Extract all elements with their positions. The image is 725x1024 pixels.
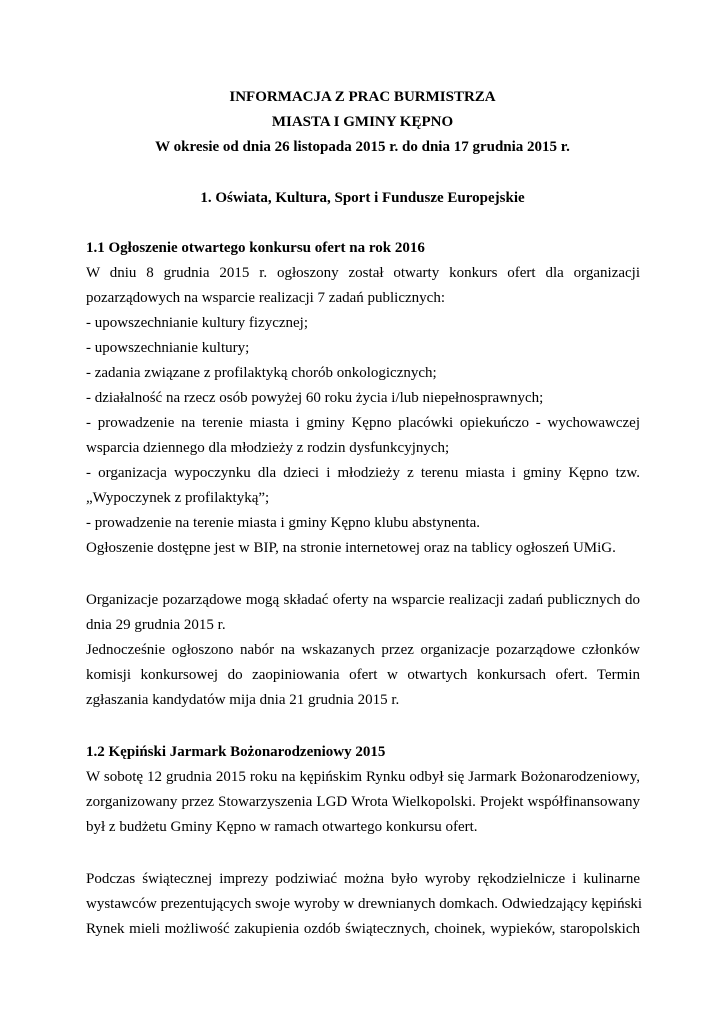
list-item-continuation: „Wypoczynek z profilaktyką”; (86, 490, 270, 506)
paragraph-line: Rynek mieli możliwość zakupienia ozdób świątecznych, choinek, wypieków, staropolskich (86, 921, 640, 937)
document-title-line-2: MIASTA I GMINY KĘPNO (271, 114, 454, 130)
list-item: - działalność na rzecz osób powyżej 60 roku życia i/lub niepełnosprawnych; (86, 390, 544, 406)
list-item: - zadania związane z profilaktyką chorób onkologicznych; (86, 365, 437, 381)
list-item: - prowadzenie na terenie miasta i gminy Kępno klubu abstynenta. (86, 515, 481, 531)
paragraph-line: Podczas świątecznej imprezy podziwiać można było wyroby rękodzielnicze i kulinarne (86, 871, 640, 887)
paragraph-line: W sobotę 12 grudnia 2015 roku na kępińskim Rynku odbył się Jarmark Bożonarodzeniowy, (86, 769, 640, 785)
paragraph-line: W dniu 8 grudnia 2015 r. ogłoszony został otwarty konkurs ofert dla organizacji (86, 265, 640, 281)
section-1-2-heading: 1.2 Kępiński Jarmark Bożonarodzeniowy 2015 (86, 744, 386, 760)
list-item-continuation: wsparcia dziennego dla młodzieży z rodzin dysfunkcyjnych; (86, 440, 450, 456)
paragraph-line: był z budżetu Gminy Kępno w ramach otwartego konkursu ofert. (86, 819, 478, 835)
paragraph-line: Ogłoszenie dostępne jest w BIP, na stronie internetowej oraz na tablicy ogłoszeń UMiG. (86, 540, 616, 556)
paragraph-line: Jednocześnie ogłoszono nabór na wskazanych przez organizacje pozarządowe członków (86, 642, 640, 658)
paragraph-line: zgłaszania kandydatów mija dnia 21 grudnia 2015 r. (86, 692, 400, 708)
section-1-heading: 1. Oświata, Kultura, Sport i Fundusze Europejskie (200, 190, 525, 206)
paragraph-line: pozarządowych na wsparcie realizacji 7 zadań publicznych: (86, 290, 445, 306)
list-item: - prowadzenie na terenie miasta i gminy Kępno placówki opiekuńczo - wychowawczej (86, 415, 640, 431)
document-period: W okresie od dnia 26 listopada 2015 r. do dnia 17 grudnia 2015 r. (155, 139, 570, 155)
paragraph-line: Organizacje pozarządowe mogą składać oferty na wsparcie realizacji zadań publicznych do (86, 592, 640, 608)
paragraph-line: zorganizowany przez Stowarzyszenia LGD Wrota Wielkopolski. Projekt współfinansowany (86, 794, 640, 810)
list-item: - organizacja wypoczynku dla dzieci i młodzieży z terenu miasta i gminy Kępno tzw. (86, 465, 640, 481)
paragraph-line: komisji konkursowej do zaopiniowania ofert w otwartych konkursach ofert. Termin (86, 667, 640, 683)
paragraph-line: dnia 29 grudnia 2015 r. (86, 617, 226, 633)
paragraph-line: wystawców prezentujących swoje wyroby w drewnianych domkach. Odwiedzający kępiński (86, 896, 643, 912)
list-item: - upowszechnianie kultury; (86, 340, 250, 356)
list-item: - upowszechnianie kultury fizycznej; (86, 315, 308, 331)
section-1-1-heading: 1.1 Ogłoszenie otwartego konkursu ofert na rok 2016 (86, 240, 425, 256)
document-title-line-1: INFORMACJA Z PRAC BURMISTRZA (229, 89, 496, 105)
